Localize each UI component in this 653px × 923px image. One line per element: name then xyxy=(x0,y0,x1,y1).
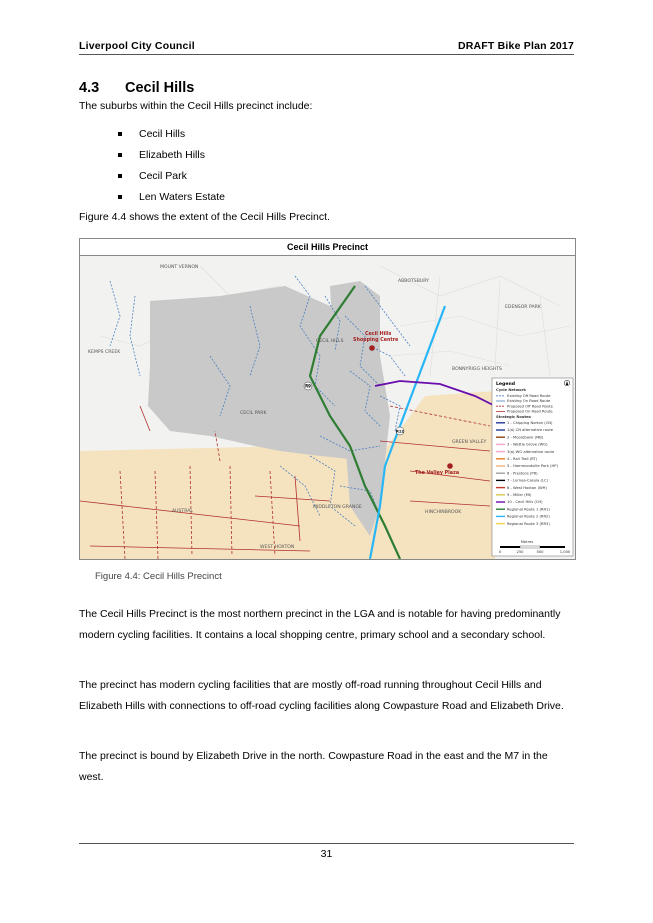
legend-entry: Regional Route 1 (RR1) xyxy=(507,507,550,512)
legend-entry: 1(a) CN alternative route xyxy=(507,428,554,433)
map-label: MOUNT VERNON xyxy=(160,265,199,270)
page-number: 31 xyxy=(320,848,333,860)
legend-entry: 4 - Rail Trail (RT) xyxy=(507,457,538,461)
legend-entry: 7 - Lurnea-Casula (LC) xyxy=(507,478,549,483)
legend-entry: Regional Route 2 (RR2) xyxy=(507,514,550,519)
legend-entry: 9 - Miller (MI) xyxy=(507,493,532,497)
precinct-map xyxy=(80,256,575,559)
list-item: Cecil Hills xyxy=(118,124,225,145)
list-item: Cecil Park xyxy=(118,166,225,187)
legend-entry: Existing On Road Route xyxy=(507,399,551,404)
legend-entry: 3(a) WG alternative route xyxy=(507,449,555,454)
body-paragraph: The precinct has modern cycling facilities that are mostly off-road running throughout Cecil Hills and Elizabeth Hills with connections to off-road cycling facilities along Cowpasture Road and Elizabeth Drive. xyxy=(79,679,564,712)
map-label: Cecil Hills xyxy=(365,332,392,337)
map-label: GREEN VALLEY xyxy=(452,440,487,445)
body-paragraph: The precinct is bound by Elizabeth Drive in the north. Cowpasture Road in the east and the M7 in the west. xyxy=(79,750,548,783)
legend-entry: Proposed Off Road Route xyxy=(507,404,553,409)
figure-caption: Figure 4.4: Cecil Hills Precinct xyxy=(95,571,222,582)
svg-text:R9: R9 xyxy=(305,383,311,389)
legend-entry: 10 - Cecil Hills (CH) xyxy=(507,500,543,505)
legend-entry: 6 - Prestons (PR) xyxy=(507,471,538,476)
svg-text:Legend: Legend xyxy=(496,382,516,387)
header-doc-title: DRAFT Bike Plan 2017 xyxy=(457,40,574,52)
legend-entry: 5 - Hammondville Park (HP) xyxy=(507,464,558,469)
legend-entry: 3 - Wattle Grove (WG) xyxy=(507,442,548,447)
map-label: HINCHINBROOK xyxy=(425,510,462,515)
footer-divider xyxy=(79,843,574,844)
map-label: CECIL PARK xyxy=(240,411,267,416)
map-label: KEMPS CREEK xyxy=(88,350,121,355)
map-legend xyxy=(492,378,573,556)
legend-entry: Regional Route 3 (RR3) xyxy=(507,521,550,526)
svg-text:R12: R12 xyxy=(396,429,404,434)
header-divider xyxy=(79,54,574,55)
legend-entry: Proposed On Road Route xyxy=(507,409,553,414)
svg-text:500: 500 xyxy=(536,550,544,554)
legend-entry: 2 - Moorebank (MB) xyxy=(507,435,544,440)
map-label: WEST HOXTON xyxy=(260,545,295,550)
map-label: CECIL HILLS xyxy=(316,339,344,344)
svg-text:Cycle Network: Cycle Network xyxy=(496,388,526,392)
section-title: Cecil Hills xyxy=(125,80,195,96)
section-number: 4.3 xyxy=(79,80,100,96)
figure-title: Cecil Hills Precinct xyxy=(80,239,575,256)
map-label: BONNYRIGG HEIGHTS xyxy=(452,367,502,372)
map-label: EDENSOR PARK xyxy=(505,305,541,310)
figure-reference-text: Figure 4.4 shows the extent of the Cecil Hills Precinct. xyxy=(79,211,330,223)
shopping-centre-marker xyxy=(369,345,375,351)
header-org: Liverpool City Council xyxy=(79,40,195,52)
rural-area-southwest xyxy=(80,446,380,559)
legend-entry: 8 - West Hoxton (WH) xyxy=(507,485,547,490)
precinct-map-figure xyxy=(79,238,576,560)
map-label: MIDDLETON GRANGE xyxy=(313,505,362,510)
route-shield-r12 xyxy=(396,427,404,435)
route-shield-r9 xyxy=(304,382,312,390)
legend-entry: Existing Off Road Route xyxy=(507,394,551,398)
map-label: The Valley Plaza xyxy=(415,471,460,476)
list-item: Elizabeth Hills xyxy=(118,145,225,166)
map-label: ABBOTSBURY xyxy=(398,279,429,284)
svg-text:Strategic Routes: Strategic Routes xyxy=(496,415,531,419)
body-paragraph: The Cecil Hills Precinct is the most northern precinct in the LGA and is notable for having predominantly modern cycling facilities. It contains a local shopping centre, primary school and a secondary school. xyxy=(79,608,561,641)
map-label: AUSTRAL xyxy=(172,509,193,514)
legend-entry: 1 - Chipping Norton (CN) xyxy=(507,421,553,425)
list-item: Len Waters Estate xyxy=(118,187,225,208)
svg-text:250: 250 xyxy=(516,550,524,554)
svg-text:0: 0 xyxy=(498,550,502,554)
section-heading xyxy=(79,80,194,96)
svg-text:Metres: Metres xyxy=(520,540,534,544)
valley-plaza-marker xyxy=(447,463,453,469)
intro-text: The suburbs within the Cecil Hills precinct include: xyxy=(79,100,313,112)
svg-text:1,000: 1,000 xyxy=(559,550,571,554)
map-label: Shopping Centre xyxy=(353,338,399,343)
suburb-list xyxy=(118,124,225,208)
